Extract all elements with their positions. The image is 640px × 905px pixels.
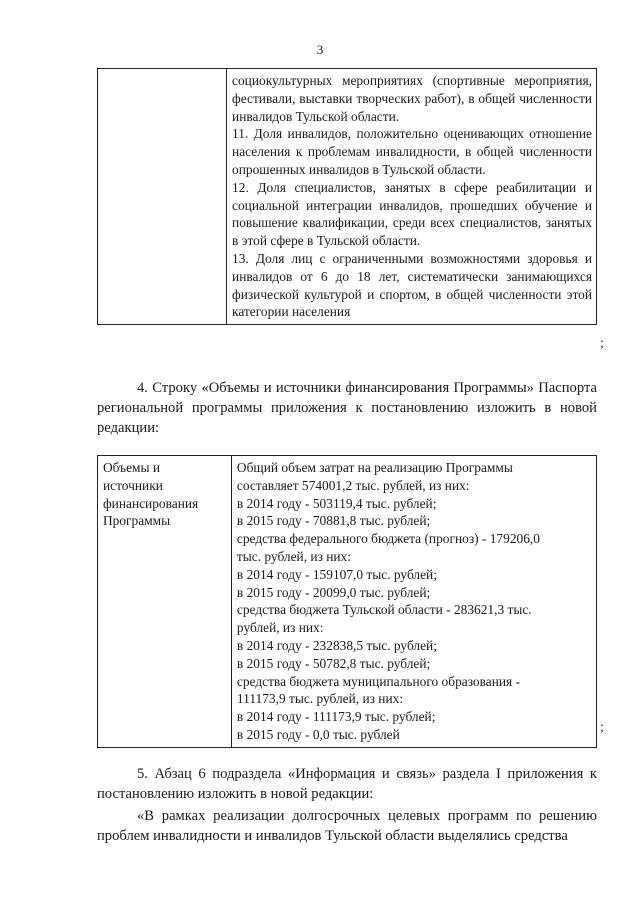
financing-line: в 2015 году - 20099,0 тыс. рублей;: [236, 584, 431, 600]
financing-label-line: Объемы и: [103, 460, 161, 475]
financing-line: средства федерального бюджета (прогноз) - 179206,0: [236, 531, 540, 547]
table2-end-semicolon: ;: [600, 720, 604, 735]
financing-line: 111173,9 тыс. рублей, из них:: [236, 691, 404, 707]
item-5-paragraph: 5. Абзац 6 подраздела «Информация и связь» раздела I приложения к постановлению изложить в новой редакции:: [97, 766, 597, 802]
financing-line: средства бюджета Тульской области - 283621,3 тыс.: [236, 602, 532, 618]
item-4-paragraph: 4. Строку «Объемы и источники финансирования Программы» Паспорта региональной программы приложения к постановлению изложить в новой редакции:: [97, 380, 597, 436]
page-number: 3: [316, 42, 324, 57]
financing-label-line: Программы: [103, 513, 171, 529]
financing-line: в 2015 году - 0,0 тыс. рублей: [236, 726, 400, 742]
financing-line: средства бюджета муниципального образования -: [236, 673, 521, 689]
financing-line: рублей, из них:: [236, 620, 324, 636]
financing-line: тыс. рублей, из них:: [236, 548, 351, 564]
financing-line: Общий объем затрат на реализацию Программы: [236, 460, 513, 475]
financing-line: в 2014 году - 159107,0 тыс. рублей;: [236, 566, 437, 582]
indicators-text-cell: [227, 69, 597, 325]
indicators-label-cell: [98, 69, 227, 325]
financing-line: в 2015 году - 50782,8 тыс. рублей;: [236, 655, 431, 671]
financing-line: в 2015 году - 70881,8 тыс. рублей;: [236, 513, 431, 529]
financing-line: в 2014 году - 232838,5 тыс. рублей;: [236, 637, 437, 653]
financing-text-cell: [231, 456, 596, 748]
indicator-12: 12. Доля специалистов, занятых в сфере реабилитации и социальной интеграции инвалидов, прошедших обучение и повышение квалификации, среди всех специалистов, занятых в этой сфере в Тульской области.: [232, 179, 592, 249]
financing-label-line: источники: [103, 477, 163, 493]
table1-end-semicolon: ;: [600, 336, 604, 351]
financing-line: в 2014 году - 111173,9 тыс. рублей;: [236, 709, 436, 725]
financing-table: [97, 455, 597, 748]
quoted-text-paragraph: «В рамках реализации долгосрочных целевых программ по решению проблем инвалидности и инвалидов Тульской области выделялись средства: [97, 808, 597, 844]
indicator-13: 13. Доля лиц с ограниченными возможностями здоровья и инвалидов от 6 до 18 лет, систематически занимающихся физической культурой и спортом, в общей численности этой категории населения: [232, 250, 592, 320]
financing-label-line: финансирования: [103, 495, 199, 511]
financing-line: составляет 574001,2 тыс. рублей, из них:: [236, 477, 470, 493]
financing-line: в 2014 году - 503119,4 тыс. рублей;: [236, 495, 437, 511]
financing-label-cell: [98, 456, 232, 748]
indicator-10-continuation: социокультурных мероприятиях (спортивные мероприятия, фестивали, выставки творческих работ), в общей численности инвалидов Тульской области.: [232, 73, 592, 124]
indicators-table: [97, 68, 597, 325]
indicator-11: 11. Доля инвалидов, положительно оценивающих отношение населения к проблемам инвалидности, в общей численности опрошенных инвалидов в Тульской области.: [232, 126, 592, 177]
